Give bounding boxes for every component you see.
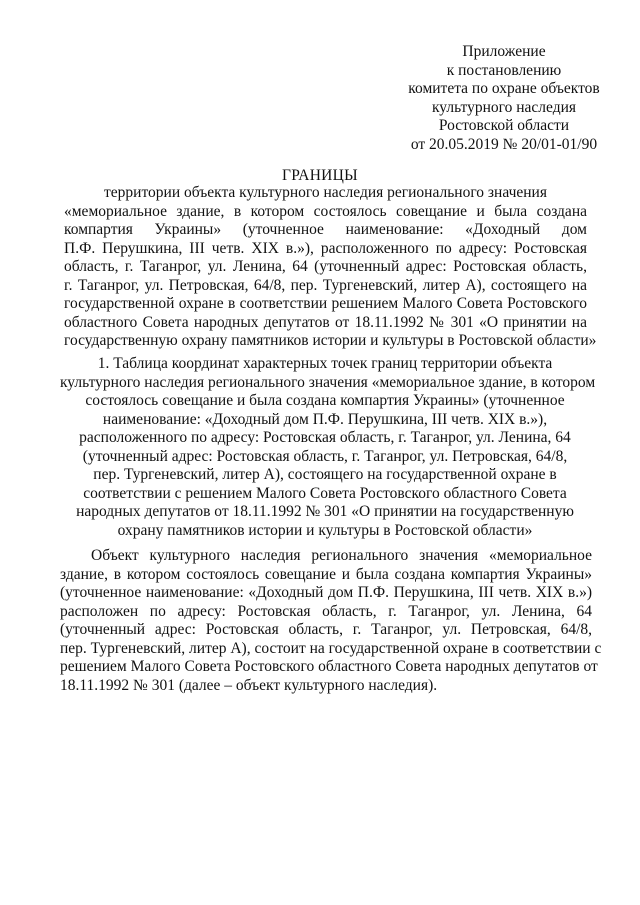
body-line: пер. Тургеневский, литер А), состоит на государственной охране в соответствии с [60,639,602,657]
subtitle-line: государственную охрану памятников истории и культуры в Ростовской области» [64,332,597,349]
table-heading-line: культурного наследия регионального значения «мемориальное здание, в котором [60,373,596,391]
body-line: 18.11.1992 № 301 (далее – объект культурного наследия). [60,676,438,694]
body-paragraph [60,547,602,695]
coordinates-table-heading [60,355,596,540]
body-line: Объект культурного наследия регионального значения «мемориальное [91,547,592,564]
subtitle-line: территории объекта культурного наследия регионального значения [104,184,547,201]
table-heading-line: пер. Тургеневский, литер А), состоящего на государственной охране в [93,466,557,483]
body-line: (уточненное наименование: «Доходный дом П.Ф. Перушкина, III четв. XIX в.») [60,584,592,601]
body-line: (уточненный адрес: Ростовская область, г. Таганрог, ул. Петровская, 64/8, [60,621,592,638]
body-line: решением Малого Совета Ростовского областного Совета народных депутатов от [60,658,598,675]
table-heading-line: (уточненный адрес: Ростовская область, г. Таганрог, ул. Петровская, 64/8, [82,447,568,465]
appendix-line: от 20.05.2019 № 20/01-01/90 [410,135,598,153]
table-heading-line: наименование: «Доходный дом П.Ф. Перушкина, III четв. XIX в.»), [102,410,548,428]
appendix-line: культурного наследия [431,98,577,116]
subtitle-line: область, г. Таганрог, ул. Ленина, 64 (уточненный адрес: Ростовская область, [64,258,587,275]
appendix-line: комитета по охране объектов [408,80,600,97]
subtitle-line: областного Совета народных депутатов от 18.11.1992 № 301 «О принятии на [64,313,587,331]
appendix-line: Ростовской области [438,117,570,134]
table-heading-line: охрану памятников истории и культуры в Ростовской области» [117,521,533,539]
table-heading-line: народных депутатов от 18.11.1992 № 301 «О принятии на государственную [76,503,574,520]
subtitle-line: «мемориальное здание, в котором состоялось совещание и была создана [64,202,587,220]
table-heading-line: соответствии с решением Малого Совета Ростовского областного Совета [83,484,567,502]
body-line: здание, в котором состоялось совещание и была создана компартия Украины» [60,565,592,583]
table-heading-line: 1. Таблица координат характерных точек границ территории объекта [97,355,553,372]
subtitle-line: г. Таганрог, ул. Петровская, 64/8, пер. Тургеневский, литер А), состоящего на [64,276,587,294]
appendix-line: к постановлению [446,61,562,79]
appendix-line: Приложение [462,43,546,60]
appendix-block [388,43,620,154]
subtitle-line: государственной охране в соответствии решением Малого Совета Ростовского [64,295,587,312]
subtitle-line: компартия Украины» (уточненное наименование: «Доходный дом [64,221,587,238]
body-line: расположен по адресу: Ростовская область, г. Таганрог, ул. Ленина, 64 [60,602,592,620]
subtitle-line: П.Ф. Перушкина, III четв. XIX в.»), расположенного по адресу: Ростовская [64,239,587,257]
table-heading-line: состоялось совещание и была создана компартия Украины» (уточненное [85,392,565,409]
document-subtitle [64,184,597,351]
document-title: ГРАНИЦЫ [282,167,358,184]
table-heading-line: расположенного по адресу: Ростовская область, г. Таганрог, ул. Ленина, 64 [79,429,571,446]
